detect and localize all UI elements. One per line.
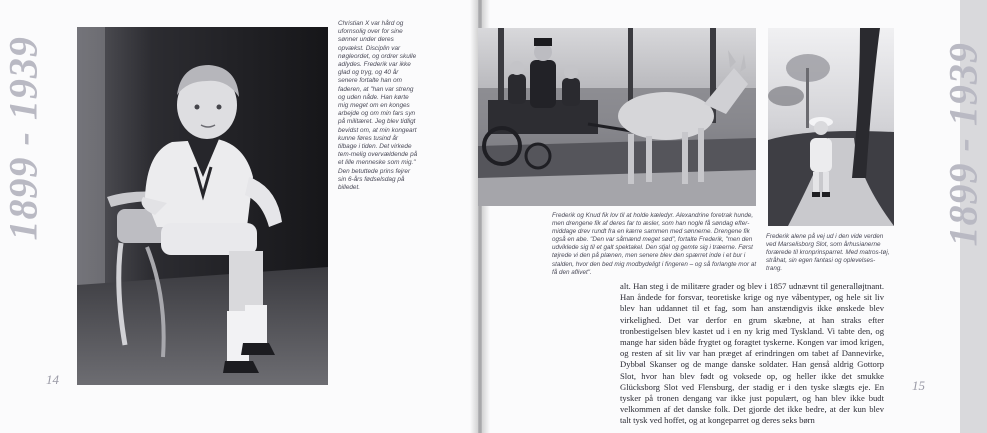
photo-donkey-cart	[478, 28, 756, 206]
photo-boy-sailor-suit	[77, 27, 328, 385]
caption-left: Christian X var hård og ufornsolig over for sine sønner under deres opvækst. Disciplin var nøgleordet, og ordrer skulle adlydes. Frederik var ikke glad og tryg, og 40 år senere fortalte han om faderen, at "han var streng og uden nåde. Han kørte mig meget om en konges arbejde og om min fars syn på militæret. Jeg blev tidligt bevidst om, at min kongeart kunne føres tusind år tilbage i tiden. Det virkede tem-melig overvældende på et lille menneske som mig." Den betuttede prins fejrer sin 6-års fødselsdag på billedet.	[338, 20, 418, 192]
caption-right: Frederik alene på vej ud i den vide verden ved Marselisborg Slot, som århusianerne forærede til kronprinsparret. Med matros-tøj, stråhat, sin egen fantasi og oplevelses-trang.	[766, 233, 890, 273]
years-label-left: 1899 - 1939	[0, 36, 46, 241]
body-text: alt. Han steg i de militære grader og blev i 1857 udnævnt til generalløjtnant. Han åndede for forsvar, teoretiske krige og nye våbentyper, og hele sit liv blev han uddannet til et fag, som han anstændigvis ikke ønskede blev virkelighed. Det var derfor en grum skæbne, at han straks efter tronbestigelsen blev kastet ud i en ny krig med Tyskland. Vi tabte den, og mange har siden både frygtet og foragtet tyskerne. Kongen var imod krigen, og resten af sit liv var han præget af erindringen om tabet af Dannevirke, Dybbøl Skanser og de mange danske soldater. Han genså aldrig Gottorp Slot, hvor han blev født og voksede op, og heller ikke det smukke Glücksborg Slot ved Flensburg, der stadig er i den tyske slægts eje. En tysker på tronen dengang var ikke just populært, og han blev ikke budt velkommen af det danske folk. Det gjorde det ikke bedre, at der kun blev talt tysk ved hoffet, og at kongeparret og deres seks børn	[620, 281, 884, 426]
photo-child-on-path	[768, 28, 894, 226]
page-number-right: 15	[912, 378, 925, 393]
page-number-left: 14	[46, 372, 59, 387]
years-label-right: 1899 - 1939	[940, 42, 986, 247]
caption-middle: Frederik og Knud fik lov til at holde kæledyr. Alexandrine foretrak hunde, men drengene fik af deres far to æsler, som han nogle få søndag efter-middage drev rundt fra en kærre sammen med sønnerne. Drengene fik også en abe. "Den var såmænd meget sød", fortalte Frederik, "men den udviklede sig til et galt spektakel. Den stjal og gemte sig i træerne. Først tøjrede vi den på plænen, men senere blev den spærret inde i et bur i stalden, hvor den bed mig modbydeligt i fingeren – og så forlangte mor at få den aflivet".	[552, 212, 757, 276]
